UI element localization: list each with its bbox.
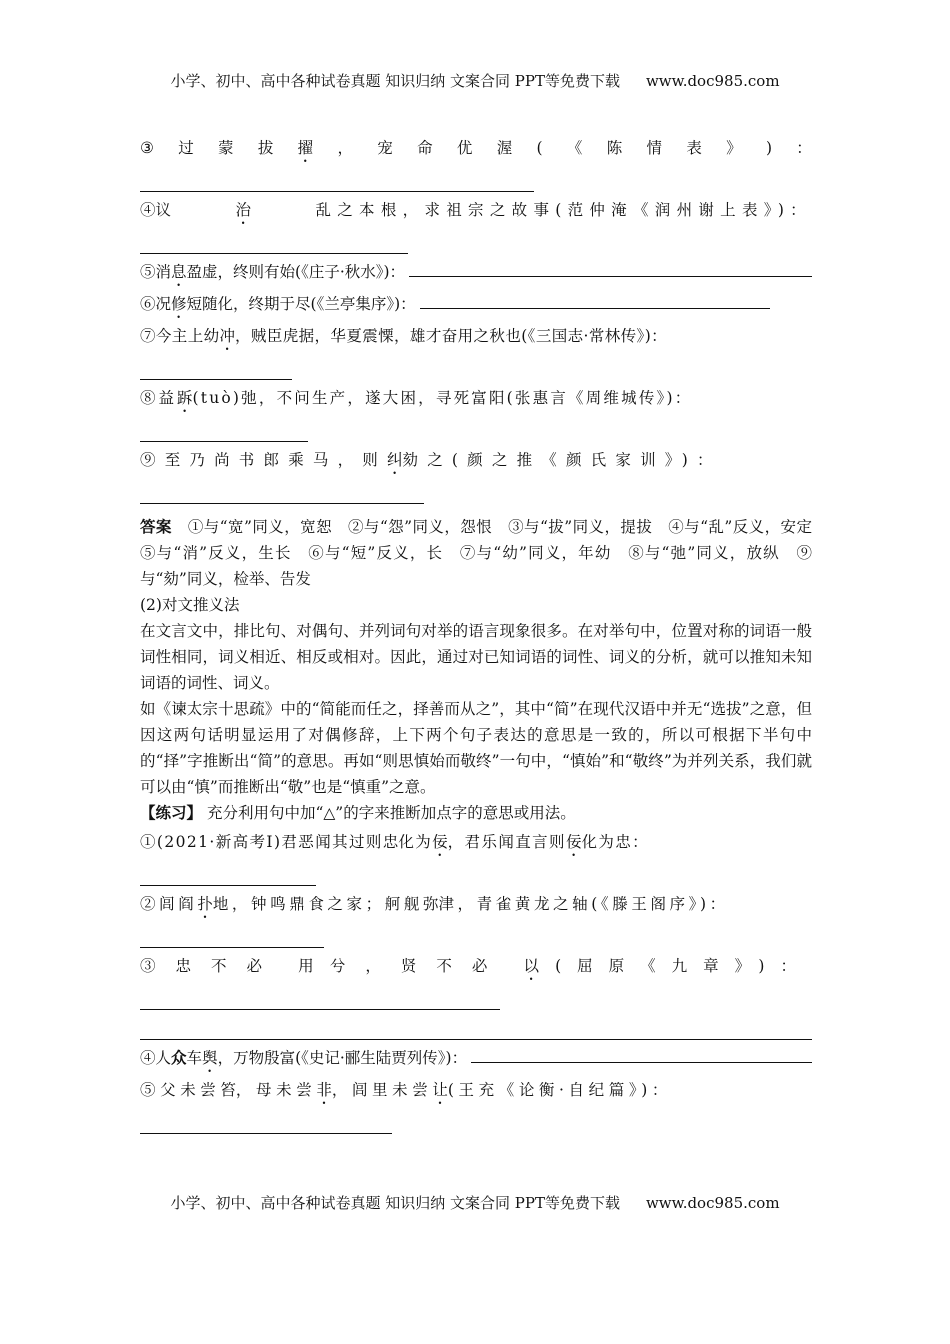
q8-text: ⑧益 <box>140 389 178 407</box>
q8-dotted-char: 跅 <box>177 389 193 407</box>
practice-heading <box>140 800 812 826</box>
e5-text: ⑤父未尝 <box>140 1081 221 1099</box>
e5-text: ，闾里未尝 <box>331 1081 433 1099</box>
e4-text: ④人 <box>140 1049 172 1067</box>
q4-text: ④议 <box>140 201 172 219</box>
footer-text: 小学、初中、高中各种试卷真题 知识归纳 文案合同 PPT等免费下载 <box>170 1194 620 1212</box>
q8-line <box>140 386 812 418</box>
e2-text: 地，钟鸣鼎食之家；舸舰 <box>212 895 423 913</box>
q7-dotted-char: 冲 <box>219 327 236 345</box>
e5-line <box>140 1078 812 1110</box>
q9-text: ⑨至乃尚书郎乘马，则 <box>140 451 388 469</box>
q7-line <box>140 324 812 356</box>
e1-dotted-char: 佞 <box>432 833 448 851</box>
q4-dotted-char: 治 <box>235 201 251 219</box>
answer-blank[interactable] <box>140 1110 812 1140</box>
answer-blank[interactable] <box>140 168 812 198</box>
e5-dotted-char: 非 <box>316 1081 332 1099</box>
q3-char: 过 <box>178 139 194 157</box>
e4-marked-char: 众 <box>171 1048 187 1067</box>
answer-label: 答案 <box>140 518 172 536</box>
answer-blank[interactable] <box>140 418 812 448</box>
e4-text: ，万物殷富(《史记·郦生陆贾列传》)： <box>217 1049 468 1067</box>
q3-char: 陈 <box>606 139 623 157</box>
q8-text: (tuò)弛，不问生产，遂大困，寻死富阳(张惠言《周维城传》)： <box>192 389 693 407</box>
q3-char: ③ <box>140 139 154 157</box>
q7-text: ⑦今主上幼 <box>140 327 220 345</box>
q9-text: 劾之(颜之推《颜氏家训》)： <box>402 451 722 469</box>
q6-text: ⑥况 <box>140 295 172 313</box>
header-site[interactable]: www.doc985.com <box>645 72 780 90</box>
q3-char: 《 <box>566 139 583 157</box>
e2-dotted-char: 扑 <box>197 895 213 913</box>
q3-char: 》 <box>726 139 742 157</box>
q5-text: 盈虚，终则有始(《庄子·秋水》)： <box>186 263 406 281</box>
answer-blank[interactable] <box>140 986 812 1016</box>
answer-blank[interactable] <box>420 294 770 309</box>
q6-line <box>140 292 812 324</box>
header-text: 小学、初中、高中各种试卷真题 知识归纳 文案合同 PPT等免费下载 <box>170 72 620 90</box>
e2-marked-char: 弥 <box>422 895 439 913</box>
answer-blank[interactable] <box>140 230 812 260</box>
answer-block <box>140 514 828 592</box>
q3-char: ) <box>765 139 772 157</box>
e2-text: ②闾阎 <box>140 895 198 913</box>
e2-line <box>140 892 812 924</box>
e1-text: 化为忠： <box>581 833 650 851</box>
answer-blank[interactable] <box>140 356 812 386</box>
q3-char: ： <box>796 139 812 157</box>
paragraph-1: 在文言文中，排比句、对偶句、并列词句对举的语言现象很多。在对举句中，位置对称的词语一般词性相同，词义相近、相反或相对。因此，通过对已知词语的词性、词义的分析，就可以推知未知词语的词性、词义。 <box>140 622 812 692</box>
q6-text: 短随化，终期于尽(《兰亭集序》)： <box>186 295 416 313</box>
answer-blank[interactable] <box>140 1016 812 1046</box>
practice-text: 充分利用句中加“△”的字来推断加点字的意思或用法。 <box>206 804 576 822</box>
q9-dotted-char: 纠 <box>387 451 403 469</box>
q3-char: 优 <box>456 139 473 157</box>
answer-blank[interactable] <box>140 924 812 954</box>
q3-char: ， <box>337 139 353 157</box>
q3-char: 渥 <box>496 139 513 157</box>
e1-dotted-char: 佞 <box>565 833 582 851</box>
q7-text: ，贼臣虎据，华夏震慄，雄才奋用之秋也(《三国志·常林传》)： <box>235 327 668 345</box>
page-header <box>0 70 950 91</box>
page-content <box>140 136 828 1140</box>
practice-label: 【练习】 <box>140 804 203 822</box>
e5-text: ，母未尝 <box>235 1081 317 1099</box>
q5-line <box>140 260 812 292</box>
section-title: (2)对文推义法 <box>140 596 240 614</box>
q3-line <box>140 136 812 168</box>
q3-char: 蒙 <box>218 139 234 157</box>
q3-char: 表 <box>686 139 702 157</box>
footer-site[interactable]: www.doc985.com <box>645 1194 780 1212</box>
e1-text: ①(2021·新高考Ⅰ)君恶闻其过则 <box>140 833 383 851</box>
q3-dotted-char: 擢 <box>297 139 314 157</box>
e5-text: (王充《论衡·自纪篇》)： <box>447 1081 672 1099</box>
q3-char: 情 <box>646 139 663 157</box>
q3-char: 拔 <box>257 139 274 157</box>
e2-text: 津，青雀黄龙之轴(《滕王阁序》)： <box>438 895 729 913</box>
q3-char: 命 <box>417 139 433 157</box>
answer-blank[interactable] <box>140 862 812 892</box>
e4-text: 车 <box>186 1049 203 1067</box>
e3-marked-char: 用 <box>298 957 314 975</box>
q6-dotted-char: 修 <box>171 295 187 313</box>
answer-blank[interactable] <box>471 1048 812 1063</box>
q3-char: 宠 <box>377 139 393 157</box>
e3-text: 兮，贤不必 <box>329 957 508 975</box>
answer-blank[interactable] <box>140 480 812 510</box>
e3-text: ③忠不必 <box>140 957 283 975</box>
e5-marked-char: 笞 <box>220 1081 236 1099</box>
q4-text: 乱之本根，求祖宗之故事(范仲淹《润州谢上表》)： <box>315 201 812 219</box>
q5-text: ⑤消 <box>140 263 172 281</box>
e4-line <box>140 1046 812 1078</box>
q4-line <box>140 198 812 230</box>
answer-text: ①与“宽”同义，宽恕 ②与“怨”同义，怨恨 ③与“拔”同义，提拔 ④与“乱”反义，安定 ⑤与“消”反义，生长 ⑥与“短”反义，长 ⑦与“幼”同义，年幼 ⑧与“弛”同义，放纵 ⑨与“劾”同义，检举、告发 <box>140 518 828 588</box>
q3-char: ( <box>536 139 543 157</box>
e4-dotted-char: 舆 <box>202 1049 218 1067</box>
e1-line <box>140 830 812 862</box>
e3-line <box>140 954 812 986</box>
e1-marked-char: 忠 <box>382 833 399 851</box>
page-footer <box>0 1192 950 1213</box>
e3-text: (屈原《九章》)： <box>555 957 812 975</box>
paragraph-2: 如《谏太宗十思疏》中的“简能而任之，择善而从之”，其中“简”在现代汉语中并无“选拔”之意，但因这两句话明显运用了对偶修辞，上下两个句子表达的意思是一致的，所以可根据下半句中的“择”字推断出“简”的意思。再如“则思慎始而敬终”一句中，“慎始”和“敬终”为并列关系，我们就可以由“慎”而推断出“敬”也是“慎重”之意。 <box>140 700 812 796</box>
e3-dotted-char: 以 <box>523 957 539 975</box>
e1-text: 化为 <box>398 833 433 851</box>
q5-dotted-char: 息 <box>171 263 187 281</box>
answer-blank[interactable] <box>409 262 812 277</box>
e5-dotted-char: 让 <box>432 1081 448 1099</box>
q9-line <box>140 448 812 480</box>
e1-text: ，君乐闻直言则 <box>447 833 566 851</box>
